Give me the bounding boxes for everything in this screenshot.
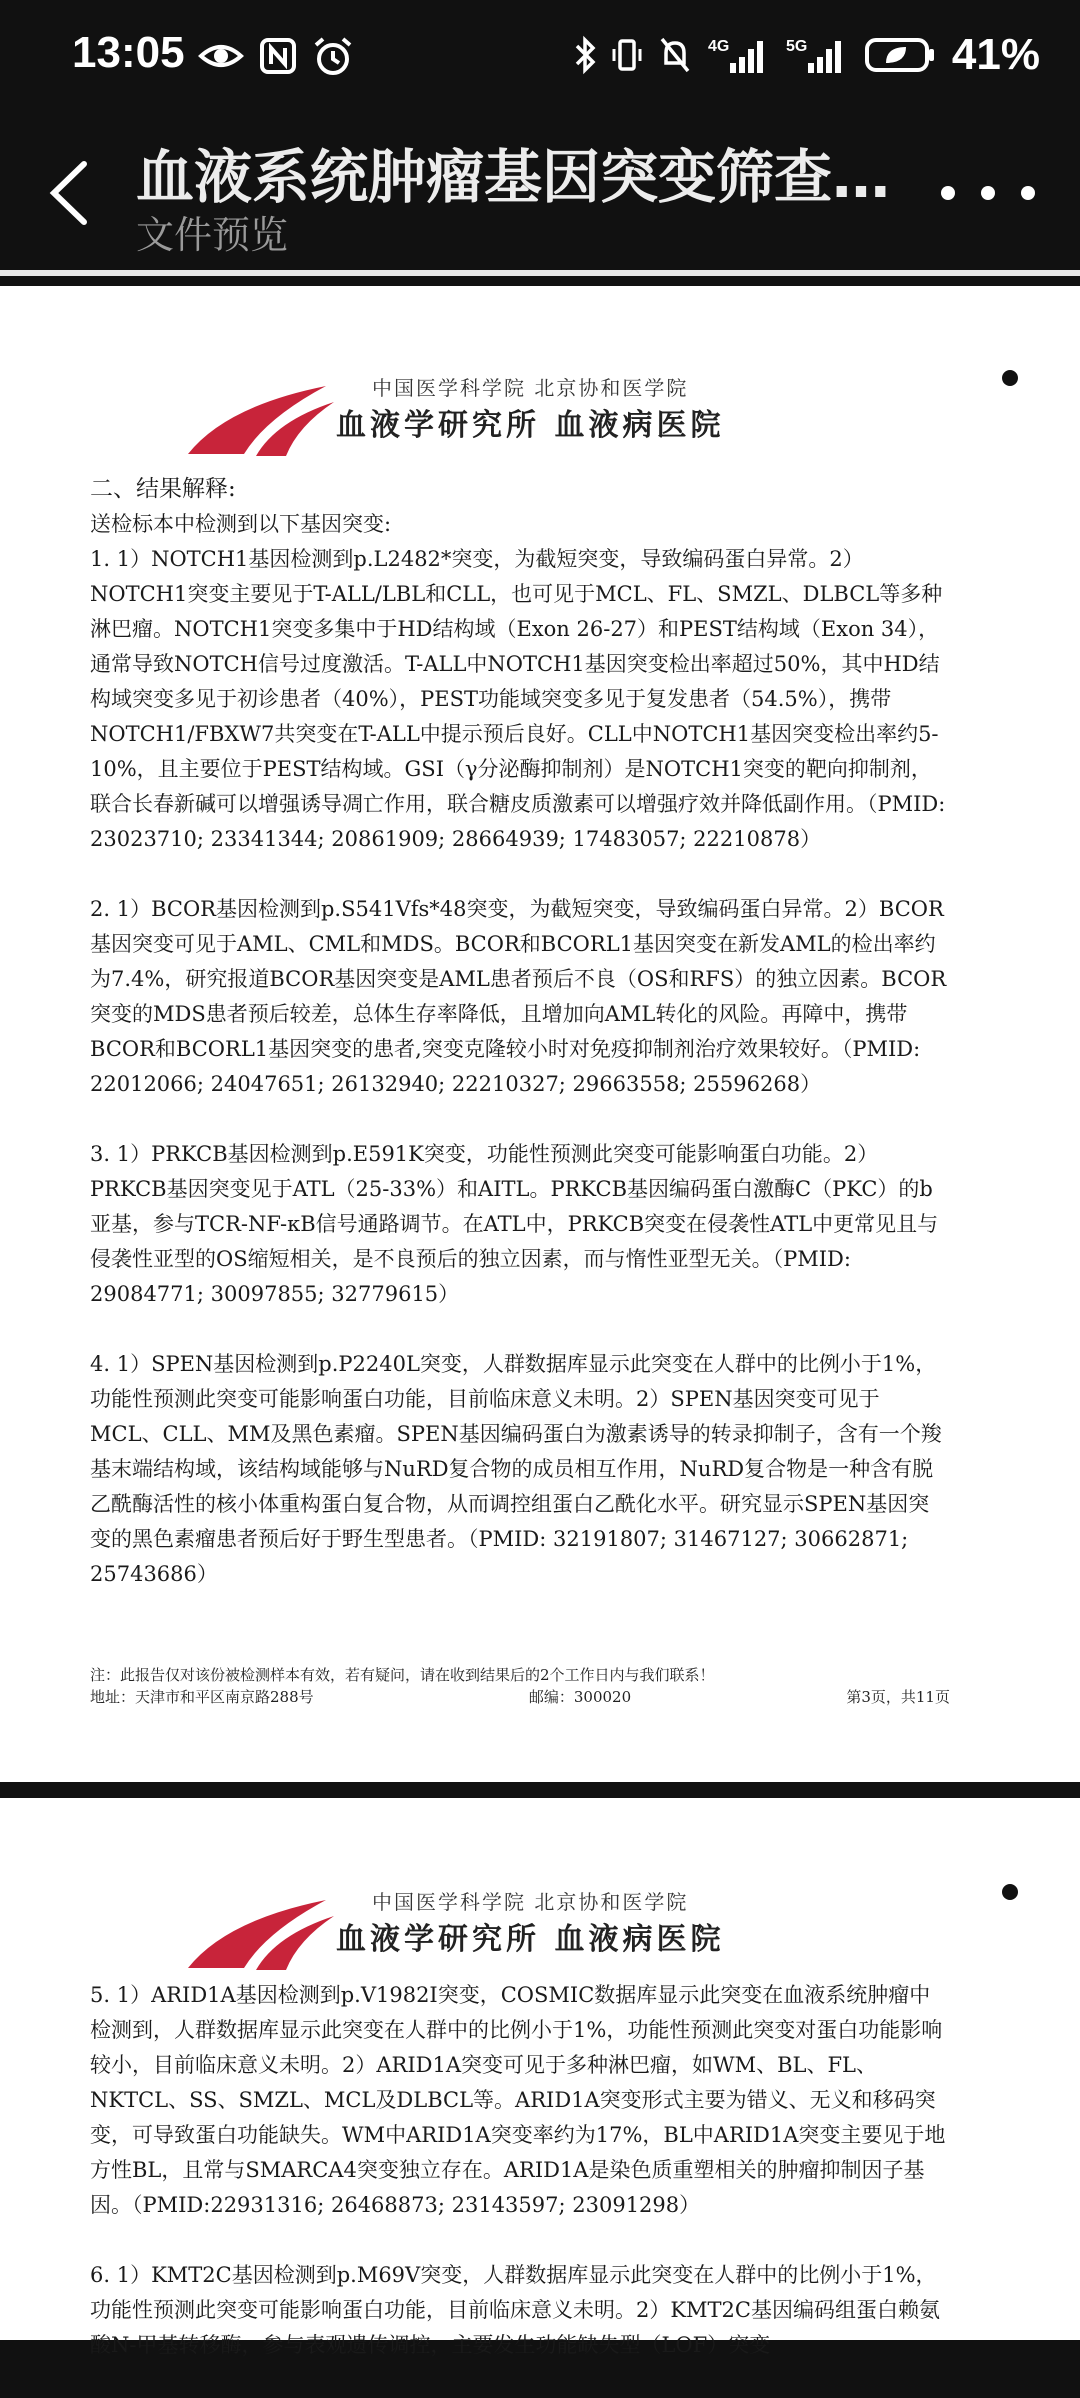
intro-line: 送检标本中检测到以下基因突变:	[90, 512, 392, 536]
document-page-4[interactable]	[0, 1798, 1080, 2357]
finding-paragraph: 2. 1）BCOR基因检测到p.S541Vfs*48突变，为截短突变，导致编码蛋白异常。2）BCOR基因突变可见于AML、CML和MDS。BCOR和BCORL1基因突变在新发AML的检出率约为7.4%，研究报道BCOR基因突变是AML患者预后不良（OS和RFS）的独立因素。BCOR突变的MDS患者预后较差，总体生存率降低，且增加向AML转化的风险。再障中，携带BCOR和BCORL1基因突变的患者,突变克隆较小时对免疫抑制剂治疗效果较好。（PMID: 22012066; 24047651; 26132940; 22210327; 29663558; 25596268）	[90, 897, 947, 1096]
footer-note: 注：此报告仅对该份被检测样本有效，若有疑问，请在收到结果后的2个工作日内与我们联系！	[90, 1666, 715, 1684]
status-right-icons	[574, 30, 1040, 80]
footer-postcode: 邮编：300020	[528, 1688, 632, 1706]
page-marker-dot	[1002, 1884, 1018, 1900]
nfc-icon	[258, 36, 298, 76]
vibrate-icon	[612, 35, 642, 75]
4g-signal-icon	[708, 35, 770, 75]
battery-percent: 41%	[951, 30, 1040, 79]
chevron-left-icon	[40, 158, 100, 228]
finding-paragraph: 4. 1）SPEN基因检测到p.P2240L突变，人群数据库显示此突变在人群中的比例小于1%，功能性预测此突变可能影响蛋白功能，目前临床意义未明。2）SPEN基因突变可见于MCL、CLL、MM及黑色素瘤。SPEN基因编码蛋白为激素诱导的转录抑制子，含有一个羧基末端结构域，该结构域能够与NuRD复合物的成员相互作用，NuRD复合物是一种含有脱乙酰酶活性的核小体重构蛋白复合物，从而调控组蛋白乙酰化水平。研究显示SPEN基因突变的黑色素瘤患者预后好于野生型患者。（PMID: 32191807; 31467127; 30662871; 25743686）	[90, 1352, 942, 1586]
finding-paragraph: 1. 1）NOTCH1基因检测到p.L2482*突变，为截短突变，导致编码蛋白异常。2）NOTCH1突变主要见于T-ALL/LBL和CLL，也可见于MCL、FL、SMZL、DLBCL等多种淋巴瘤。NOTCH1突变多集中于HD结构域（Exon 26-27）和PEST结构域（Exon 34），通常导致NOTCH信号过度激活。T-ALL中NOTCH1基因突变检出率超过50%，其中HD结构域突变多见于初诊患者（40%），PEST功能域突变多见于复发患者（54.5%），携带NOTCH1/FBXW7共突变在T-ALL中提示预后良好。CLL中NOTCH1基因突变检出率约5-10%，且主要位于PEST结构域。GSI（γ分泌酶抑制剂）是NOTCH1突变的靶向抑制剂，联合长春新碱可以增强诱导凋亡作用，联合糖皮质激素可以增强疗效并降低副作用。（PMID: 23023710; 23341344; 20861909; 28664939; 17483057; 22210878）	[90, 547, 946, 851]
logo-text-line2: 血液学研究所 血液病医院	[336, 1922, 725, 1957]
logo-text-line2: 血液学研究所 血液病医院	[336, 408, 725, 443]
finding-paragraph: 3. 1）PRKCB基因检测到p.E591K突变，功能性预测此突变可能影响蛋白功能。2）PRKCB基因突变见于ATL（25-33%）和AITL。PRKCB基因编码蛋白激酶C（PKC）的b亚基，参与TCR-NF-κB信号通路调节。在ATL中，PRKCB突变在侵袭性ATL中更常见且与侵袭性亚型的OS缩短相关，是不良预后的独立因素，而与惰性亚型无关。（PMID: 29084771; 30097855; 32779615）	[90, 1142, 939, 1306]
document-page-3[interactable]	[0, 286, 1080, 1782]
hospital-logo	[186, 366, 726, 466]
logo-swoosh-icon	[186, 1880, 336, 1980]
5g-signal-icon	[786, 35, 848, 75]
document-subtitle: 文件预览	[136, 213, 289, 257]
logo-swoosh-icon	[186, 366, 336, 466]
footer-address: 地址：天津市和平区南京路288号	[90, 1688, 314, 1706]
status-left-icons	[198, 36, 354, 78]
finding-paragraph: 5. 1）ARID1A基因检测到p.V1982I突变，COSMIC数据库显示此突变在血液系统肿瘤中检测到，人群数据库显示此突变在人群中的比例小于1%，功能性预测此突变对蛋白功能影响较小，目前临床意义未明。2）ARID1A突变可见于多种淋巴瘤，如WM、BL、FL、NKTCL、SS、SMZL、MCL及DLBCL等。ARID1A突变形式主要为错义、无义和移码突变，可导致蛋白功能缺失。WM中ARID1A突变率约为17%，BL中ARID1A突变主要见于地方性BL，且常与SMARCA4突变独立存在。ARID1A是染色质重塑相关的肿瘤抑制因子基因。（PMID:22931316; 26468873; 23143597; 23091298）	[90, 1983, 946, 2217]
logo-text-line1: 中国医学科学院 北京协和医学院	[372, 376, 689, 400]
page-footer	[90, 1664, 950, 1708]
hospital-logo	[186, 1880, 726, 1980]
mute-icon	[658, 35, 692, 75]
title-bar	[0, 118, 1080, 270]
svg-text:4G: 4G	[707, 38, 730, 55]
results-text	[90, 472, 950, 1627]
logo-text-line1: 中国医学科学院 北京协和医学院	[372, 1890, 689, 1914]
finding-paragraph: 6. 1）KMT2C基因检测到p.M69V突变，人群数据库显示此突变在人群中的比例小于1%，功能性预测此突变可能影响蛋白功能，目前临床意义未明。2）KMT2C基因编码组蛋白赖氨酸N-甲基转移酶，参与表观遗传调控，主要发生功能缺失型（LOF）突变	[90, 2263, 940, 2357]
status-bar	[0, 0, 1080, 118]
more-options-button[interactable]	[936, 178, 1040, 208]
status-time: 13:05	[72, 28, 185, 77]
svg-text:5G: 5G	[785, 38, 808, 55]
more-icon	[936, 178, 1040, 208]
footer-page-number: 第3页，共11页	[846, 1688, 950, 1706]
alarm-icon	[312, 36, 354, 78]
bluetooth-icon	[574, 35, 596, 75]
page-marker-dot	[1002, 370, 1018, 386]
eye-icon	[198, 36, 244, 76]
title-divider	[0, 270, 1080, 276]
document-title: 血液系统肿瘤基因突变筛查…	[136, 143, 891, 211]
results-text-continued	[90, 1978, 950, 2398]
back-button[interactable]	[40, 158, 100, 228]
battery-icon	[864, 35, 936, 75]
section-heading: 二、结果解释:	[90, 476, 236, 502]
